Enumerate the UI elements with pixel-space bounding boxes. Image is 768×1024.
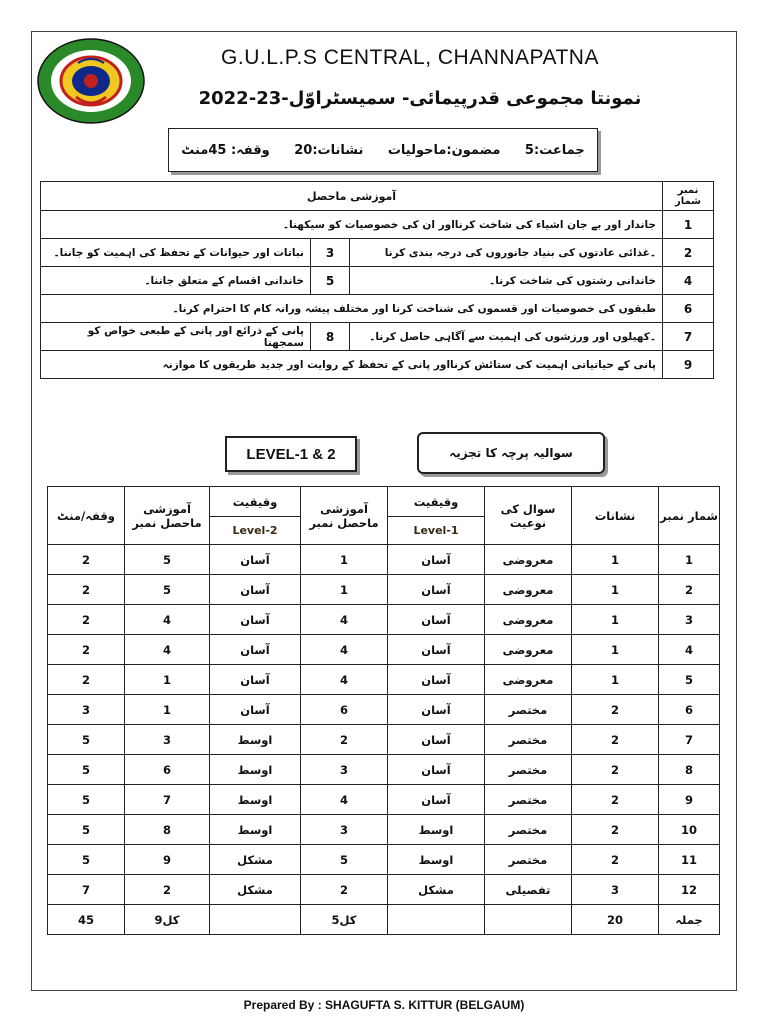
cell-marks: 2 (572, 785, 659, 815)
cell-sno: 7 (659, 725, 720, 755)
cell-outcome-1: 1 (301, 545, 388, 575)
cell-difficulty-1: مشکل (388, 875, 485, 905)
cell-difficulty-1: آسان (388, 785, 485, 815)
emblem-logo (36, 37, 146, 125)
outcome-text: خاندانی رشتوں کی شاخت کرنا۔ (350, 267, 663, 295)
header-difficulty-1: وقیقیت (388, 487, 485, 517)
header-outcome-2: آموزشی ماحصل نمبر (125, 487, 210, 545)
total-count-1: کل5 (301, 905, 388, 935)
header-level-1: Level-1 (388, 517, 485, 545)
cell-difficulty-2: مشکل (210, 875, 301, 905)
cell-outcome-2: 1 (125, 695, 210, 725)
outcome-num: 1 (663, 211, 714, 239)
table-row (48, 545, 720, 575)
cell-outcome-2: 4 (125, 635, 210, 665)
header-difficulty-2: وقیقیت (210, 487, 301, 517)
cell-outcome-1: 4 (301, 785, 388, 815)
outcome-num: 4 (663, 267, 714, 295)
table-row (48, 695, 720, 725)
cell-sno: 4 (659, 635, 720, 665)
cell-marks: 1 (572, 545, 659, 575)
cell-marks: 1 (572, 635, 659, 665)
cell-difficulty-1: آسان (388, 695, 485, 725)
outcome-row (41, 239, 714, 267)
cell-outcome-1: 6 (301, 695, 388, 725)
cell-time: 2 (48, 545, 125, 575)
outcome-num: 9 (663, 351, 714, 379)
outcome-num: 7 (663, 323, 714, 351)
cell-marks: 2 (572, 845, 659, 875)
header-qtype: سوال کی نوعیت (485, 487, 572, 545)
cell-outcome-2: 1 (125, 665, 210, 695)
cell-difficulty-2: اوسط (210, 755, 301, 785)
outcome-num: 8 (311, 323, 350, 351)
header-sno: شمار نمبر (659, 487, 720, 545)
table-row (48, 875, 720, 905)
cell-marks: 2 (572, 695, 659, 725)
outcomes-header-title: آموزشی ماحصل (41, 182, 663, 211)
total-count-2: کل9 (125, 905, 210, 935)
cell-outcome-2: 4 (125, 605, 210, 635)
cell-outcome-1: 2 (301, 725, 388, 755)
cell-sno: 11 (659, 845, 720, 875)
cell-marks: 1 (572, 665, 659, 695)
cell-difficulty-1: آسان (388, 545, 485, 575)
table-row (48, 665, 720, 695)
cell-qtype: معروضی (485, 545, 572, 575)
question-analysis-table (47, 486, 720, 935)
outcome-text: طبقوں کی خصوصیات اور قسموں کی شناخت کرنا اور مختلف پیشہ ورانہ کام کا احترام کرنا۔ (41, 295, 663, 323)
cell-sno: 3 (659, 605, 720, 635)
learning-outcomes-table (40, 181, 714, 379)
outcome-row (41, 211, 714, 239)
cell-time: 5 (48, 725, 125, 755)
cell-time: 5 (48, 755, 125, 785)
cell-sno: 9 (659, 785, 720, 815)
cell-marks: 2 (572, 755, 659, 785)
cell-qtype: تفصیلی (485, 875, 572, 905)
cell-difficulty-2: اوسط (210, 815, 301, 845)
prepared-by: Prepared By : SHAGUFTA S. KITTUR (BELGAUM) (243, 998, 525, 1012)
table-row (48, 785, 720, 815)
cell-difficulty-2: آسان (210, 695, 301, 725)
cell-qtype: معروضی (485, 605, 572, 635)
outcome-row (41, 351, 714, 379)
cell-difficulty-2: آسان (210, 635, 301, 665)
analysis-label: سوالیہ پرچہ کا تجزیہ (417, 432, 605, 474)
table-row (48, 845, 720, 875)
cell-difficulty-2: آسان (210, 545, 301, 575)
header-time: وقفہ/منٹ (48, 487, 125, 545)
cell-time: 5 (48, 815, 125, 845)
outcome-text: خاندانی اقسام کے متعلق جاننا۔ (41, 267, 311, 295)
grade-label: جماعت:5 (524, 142, 585, 158)
outcome-num: 5 (311, 267, 350, 295)
cell-outcome-1: 5 (301, 845, 388, 875)
cell-difficulty-1: آسان (388, 635, 485, 665)
cell-marks: 2 (572, 815, 659, 845)
qtable-body (48, 545, 720, 905)
cell-qtype: مختصر (485, 695, 572, 725)
cell-outcome-2: 6 (125, 755, 210, 785)
cell-difficulty-2: آسان (210, 605, 301, 635)
cell-time: 5 (48, 845, 125, 875)
cell-difficulty-2: آسان (210, 575, 301, 605)
header-marks: نشانات (572, 487, 659, 545)
cell-difficulty-2: آسان (210, 665, 301, 695)
outcome-num: 2 (663, 239, 714, 267)
cell-outcome-2: 8 (125, 815, 210, 845)
cell-qtype: معروضی (485, 665, 572, 695)
cell-difficulty-2: اوسط (210, 785, 301, 815)
cell-difficulty-1: آسان (388, 575, 485, 605)
table-row (48, 815, 720, 845)
cell-qtype: معروضی (485, 635, 572, 665)
outcome-row (41, 323, 714, 351)
cell-outcome-2: 3 (125, 725, 210, 755)
total-marks: 20 (572, 905, 659, 935)
cell-qtype: مختصر (485, 845, 572, 875)
outcomes-header-num: نمبر شمار (663, 182, 714, 211)
cell-outcome-2: 5 (125, 575, 210, 605)
total-empty (485, 905, 572, 935)
total-empty (388, 905, 485, 935)
cell-outcome-1: 4 (301, 635, 388, 665)
cell-sno: 12 (659, 875, 720, 905)
cell-sno: 1 (659, 545, 720, 575)
outcome-num: 6 (663, 295, 714, 323)
qtable-total-row (48, 905, 720, 935)
outcome-text: پانی کے ذرائع اور پانی کے طبعی خواص کو سمجھنا (41, 323, 311, 351)
cell-outcome-2: 5 (125, 545, 210, 575)
cell-difficulty-1: آسان (388, 605, 485, 635)
cell-marks: 3 (572, 875, 659, 905)
table-row (48, 575, 720, 605)
cell-difficulty-1: اوسط (388, 845, 485, 875)
outcome-text: پانی کے حیاتیاتی اہمیت کی ستائش کرنااور پانی کے تحفظ کے روایت اور جدید طریقوں کا موازنہ (41, 351, 663, 379)
cell-marks: 1 (572, 575, 659, 605)
header-level-2: Level-2 (210, 517, 301, 545)
outcome-row (41, 295, 714, 323)
marks-label: نشانات:20 (294, 142, 364, 158)
table-row (48, 635, 720, 665)
cell-time: 2 (48, 635, 125, 665)
outcome-text: جاندار اور بے جان اشیاء کی شاخت کرنااور ان کی خصوصیات کو سیکھنا۔ (41, 211, 663, 239)
cell-time: 2 (48, 575, 125, 605)
cell-sno: 2 (659, 575, 720, 605)
cell-outcome-1: 3 (301, 815, 388, 845)
table-row (48, 725, 720, 755)
outcomes-header-row (41, 182, 714, 211)
outcome-row (41, 267, 714, 295)
cell-qtype: مختصر (485, 755, 572, 785)
outcome-text: ۔کھیلوں اور ورزشوں کی اہمیت سے آگاہی حاصل کرنا۔ (350, 323, 663, 351)
qtable-header-row (48, 487, 720, 517)
header-outcome-1: آموزشی ماحصل نمبر (301, 487, 388, 545)
cell-difficulty-1: آسان (388, 755, 485, 785)
cell-qtype: مختصر (485, 725, 572, 755)
exam-info-box (168, 128, 598, 172)
total-label: جملہ (659, 905, 720, 935)
cell-time: 5 (48, 785, 125, 815)
total-empty (210, 905, 301, 935)
cell-outcome-1: 4 (301, 605, 388, 635)
cell-outcome-1: 4 (301, 665, 388, 695)
cell-sno: 6 (659, 695, 720, 725)
cell-qtype: مختصر (485, 785, 572, 815)
cell-outcome-2: 9 (125, 845, 210, 875)
cell-difficulty-2: مشکل (210, 845, 301, 875)
cell-outcome-1: 1 (301, 575, 388, 605)
outcome-num: 3 (311, 239, 350, 267)
school-name: G.U.L.P.S CENTRAL, CHANNAPATNA (221, 46, 599, 69)
cell-time: 3 (48, 695, 125, 725)
cell-sno: 5 (659, 665, 720, 695)
cell-difficulty-1: اوسط (388, 815, 485, 845)
cell-time: 7 (48, 875, 125, 905)
outcome-text: نباتات اور حیوانات کے تحفظ کی اہمیت کو جاننا۔ (41, 239, 311, 267)
level-label: LEVEL-1 & 2 (225, 436, 357, 472)
outcome-text: ۔غذائی عادتوں کی بنیاد جانوروں کی درجہ بندی کرنا (350, 239, 663, 267)
cell-difficulty-1: آسان (388, 725, 485, 755)
cell-difficulty-1: آسان (388, 665, 485, 695)
cell-outcome-1: 3 (301, 755, 388, 785)
cell-difficulty-2: اوسط (210, 725, 301, 755)
subject-label: مضمون:ماحولیات (387, 142, 501, 158)
cell-outcome-2: 7 (125, 785, 210, 815)
exam-subtitle: نمونتا مجموعی قدرپیمائی- سمیسٹراوّل-23-2022 (198, 88, 642, 109)
cell-qtype: مختصر (485, 815, 572, 845)
time-label: وقفہ: 45منٹ (181, 142, 270, 158)
cell-time: 2 (48, 605, 125, 635)
total-time: 45 (48, 905, 125, 935)
cell-outcome-1: 2 (301, 875, 388, 905)
cell-sno: 10 (659, 815, 720, 845)
table-row (48, 755, 720, 785)
cell-marks: 2 (572, 725, 659, 755)
table-row (48, 605, 720, 635)
cell-marks: 1 (572, 605, 659, 635)
cell-qtype: معروضی (485, 575, 572, 605)
cell-outcome-2: 2 (125, 875, 210, 905)
cell-sno: 8 (659, 755, 720, 785)
cell-time: 2 (48, 665, 125, 695)
